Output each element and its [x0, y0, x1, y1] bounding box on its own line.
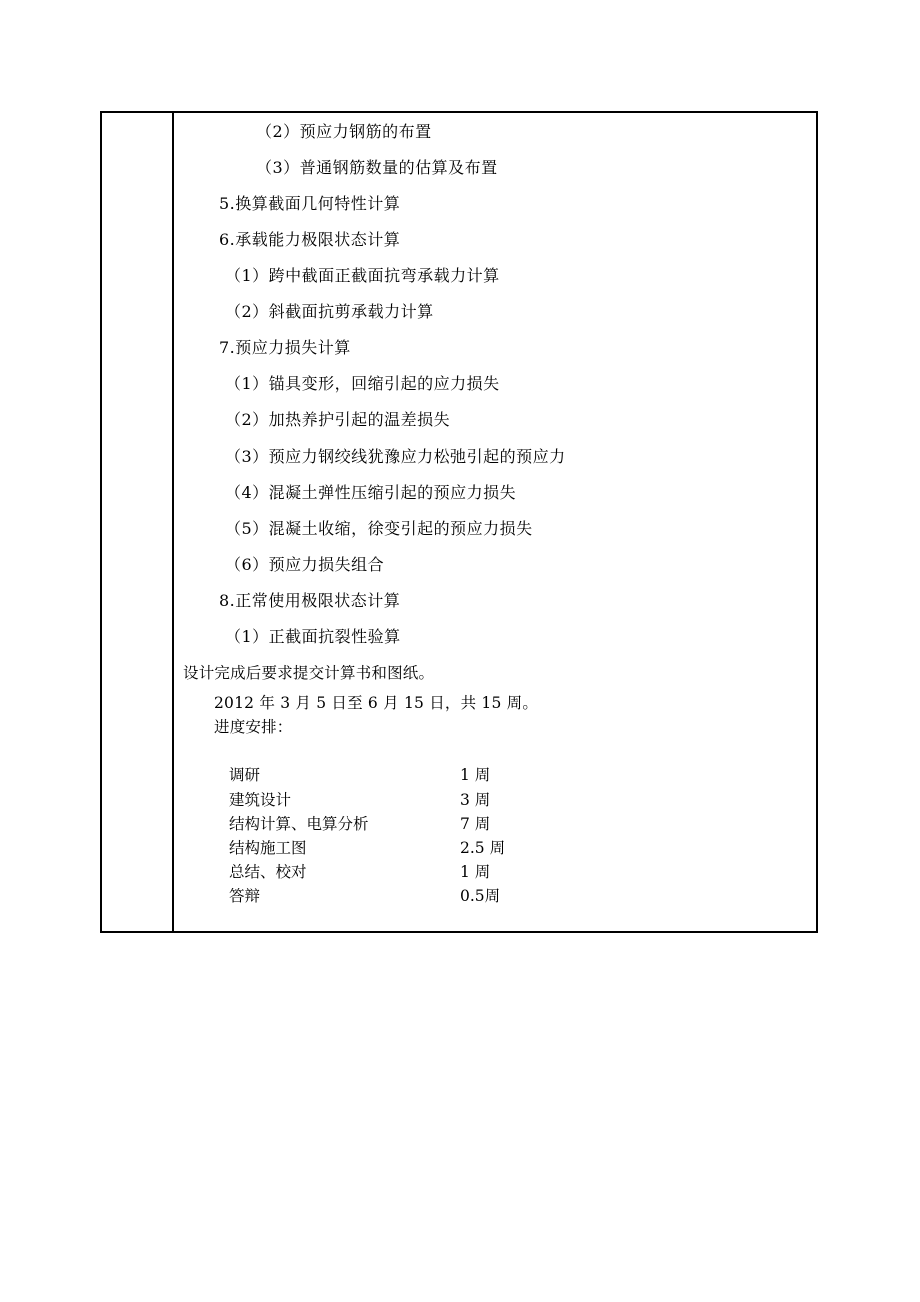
submission-note: 设计完成后要求提交计算书和图纸。: [183, 664, 435, 682]
schedule-task: 结构施工图: [229, 839, 307, 857]
outline-item: 8.正常使用极限状态计算: [219, 591, 401, 610]
outline-item: （1）锚具变形，回缩引起的应力损失: [225, 374, 500, 393]
outline-item: （3）普通钢筋数量的估算及布置: [256, 158, 498, 177]
schedule-duration: 1 周: [460, 863, 491, 881]
outline-item: （6）预应力损失组合: [225, 555, 385, 574]
schedule-duration: 3 周: [460, 791, 491, 809]
outline-item: 6.承载能力极限状态计算: [219, 230, 401, 249]
schedule-task: 调研: [229, 766, 261, 784]
outline-item: （2）斜截面抗剪承载力计算: [225, 302, 434, 321]
schedule-duration: 7 周: [460, 815, 491, 833]
schedule-duration: 1 周: [460, 766, 491, 784]
schedule-heading: 进度安排：: [214, 718, 293, 736]
outline-item: （5）混凝土收缩，徐变引起的预应力损失: [225, 519, 533, 538]
outline-item: 7.预应力损失计算: [219, 338, 351, 357]
column-divider: [172, 111, 174, 933]
outline-item: （1）正截面抗裂性验算: [225, 627, 401, 646]
design-period: 2012 年 3 月 5 日至 6 月 15 日，共 15 周。: [214, 694, 539, 712]
schedule-task: 结构计算、电算分析: [229, 815, 369, 833]
outline-item: （2）加热养护引起的温差损失: [225, 410, 451, 429]
schedule-task: 总结、校对: [229, 863, 307, 881]
schedule-duration: 0.5周: [460, 887, 501, 905]
outline-item: 5.换算截面几何特性计算: [219, 194, 401, 213]
outline-item: （1）跨中截面正截面抗弯承载力计算: [225, 266, 500, 285]
schedule-task: 答辩: [229, 887, 261, 905]
outline-item: （2）预应力钢筋的布置: [256, 122, 432, 141]
schedule-task: 建筑设计: [229, 791, 292, 809]
outline-item: （3）预应力钢绞线犹豫应力松弛引起的预应力: [225, 447, 566, 466]
outline-item: （4）混凝土弹性压缩引起的预应力损失: [225, 483, 517, 502]
schedule-duration: 2.5 周: [460, 839, 506, 857]
